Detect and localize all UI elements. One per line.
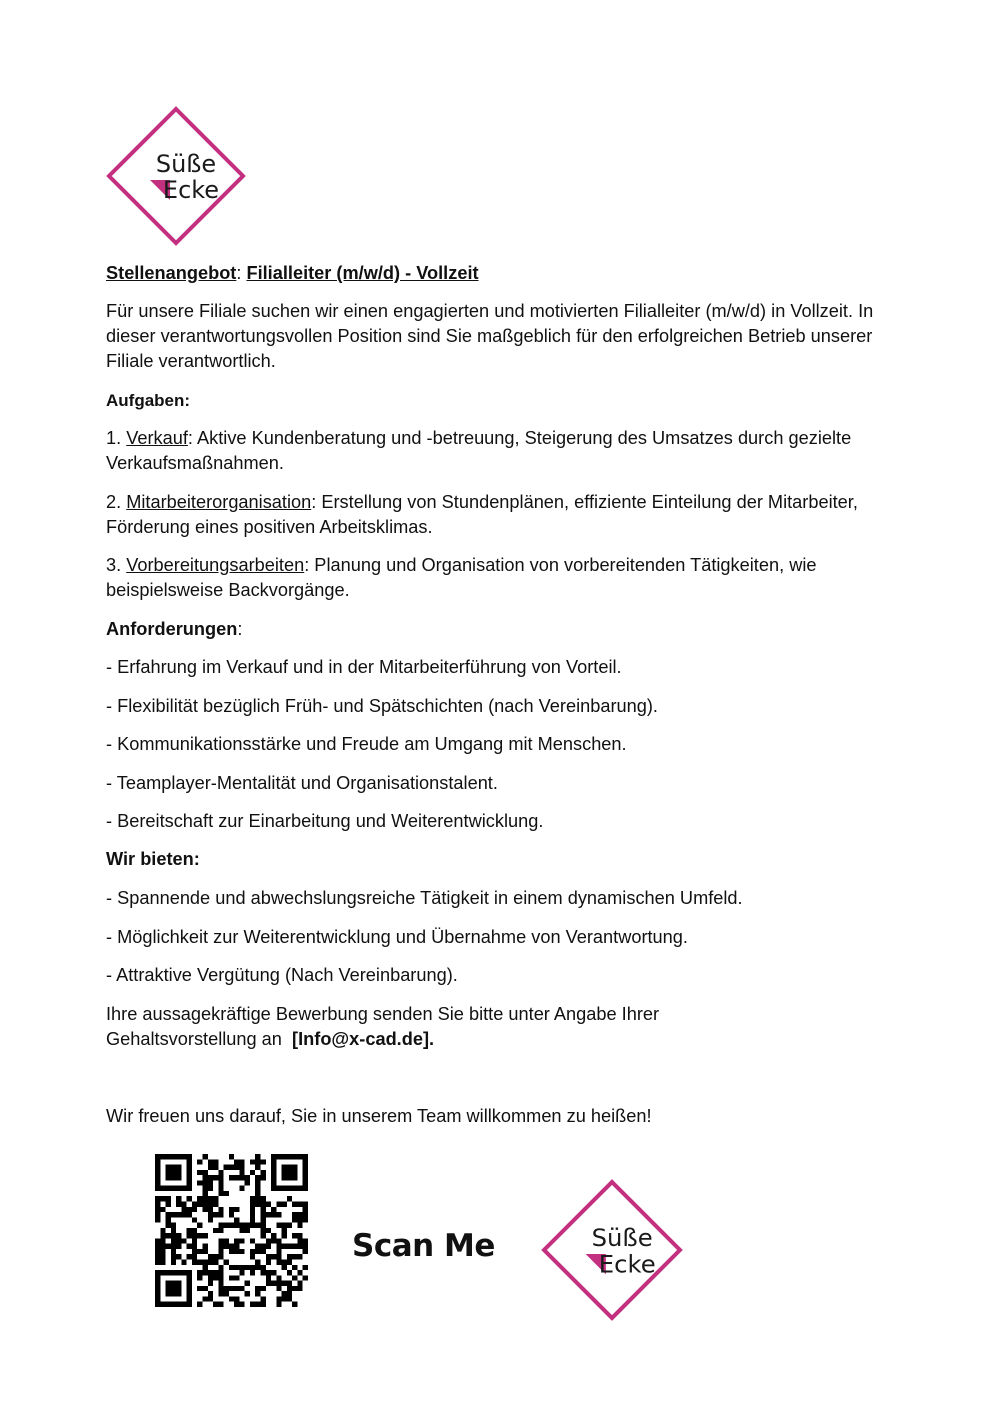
- page-title: [106, 261, 896, 286]
- scan-me-label: Scan Me: [352, 1228, 495, 1264]
- requirements-title: Anforderungen:: [106, 619, 243, 639]
- title-label: Stellenangebot: [106, 263, 237, 283]
- offer-item: - Attraktive Vergütung (Nach Vereinbarung).: [106, 965, 458, 985]
- requirement-item: - Erfahrung im Verkauf und in der Mitarbeiterführung von Vorteil.: [106, 657, 622, 677]
- tasks-title: Aufgaben:: [106, 391, 191, 410]
- requirement-item: - Bereitschaft zur Einarbeitung und Weiterentwicklung.: [106, 811, 544, 831]
- requirement-item: - Kommunikationsstärke und Freude am Umgang mit Menschen.: [106, 734, 627, 754]
- task-item-3: 3. Vorbereitungsarbeiten: Planung und Organisation von vorbereitenden Tätigkeiten, wie beispielsweise Backvorgänge.: [106, 555, 817, 600]
- title-sep: :: [236, 263, 247, 283]
- title-position: Filialleiter (m/w/d) - Vollzeit: [246, 263, 479, 283]
- offer-item: - Spannende und abwechslungsreiche Tätigkeit in einem dynamischen Umfeld.: [106, 888, 743, 908]
- application-email[interactable]: [Info@x-cad.de].: [292, 1029, 435, 1049]
- task-term: Vorbereitungsarbeiten: [126, 555, 305, 575]
- closing-line: Wir freuen uns darauf, Sie in unserem Team willkommen zu heißen!: [106, 1106, 652, 1126]
- application-paragraph: Ihre aussagekräftige Bewerbung senden Sie bitte unter Angabe Ihrer Gehaltsvorstellung an [Info@x-cad.de].: [106, 1004, 660, 1049]
- task-item-1: 1. Verkauf: Aktive Kundenberatung und -betreuung, Steigerung des Umsatzes durch gezielte Verkaufsmaßnahmen.: [106, 428, 852, 473]
- task-item-2: 2. Mitarbeiterorganisation: Erstellung von Stundenplänen, effiziente Einteilung der Mitarbeiter, Förderung eines positiven Arbeitsklimas.: [106, 492, 858, 537]
- requirement-item: - Flexibilität bezüglich Früh- und Spätschichten (nach Vereinbarung).: [106, 696, 658, 716]
- qr-code[interactable]: [155, 1154, 308, 1307]
- brand-logo: [106, 106, 246, 246]
- task-term: Verkauf: [126, 428, 188, 448]
- requirement-item: - Teamplayer-Mentalität und Organisationstalent.: [106, 773, 498, 793]
- task-term: Mitarbeiterorganisation: [126, 492, 312, 512]
- intro-paragraph: Für unsere Filiale suchen wir einen engagierten und motivierten Filialleiter (m/w/d) in Vollzeit. In dieser verantwortungsvollen Position sind Sie maßgeblich für den erfolgreichen Betrieb unserer Filiale verantwortlich.: [106, 301, 874, 371]
- logo-text-line2: Ecke: [162, 176, 220, 204]
- offer-item: - Möglichkeit zur Weiterentwicklung und Übernahme von Verantwortung.: [106, 927, 688, 947]
- logo-text-line2: Ecke: [598, 1249, 656, 1279]
- logo-text-line1: Süße: [155, 150, 217, 178]
- logo-text-line1: Süße: [591, 1222, 653, 1252]
- offers-title: Wir bieten:: [106, 849, 200, 869]
- brand-logo-bottom: [541, 1179, 683, 1321]
